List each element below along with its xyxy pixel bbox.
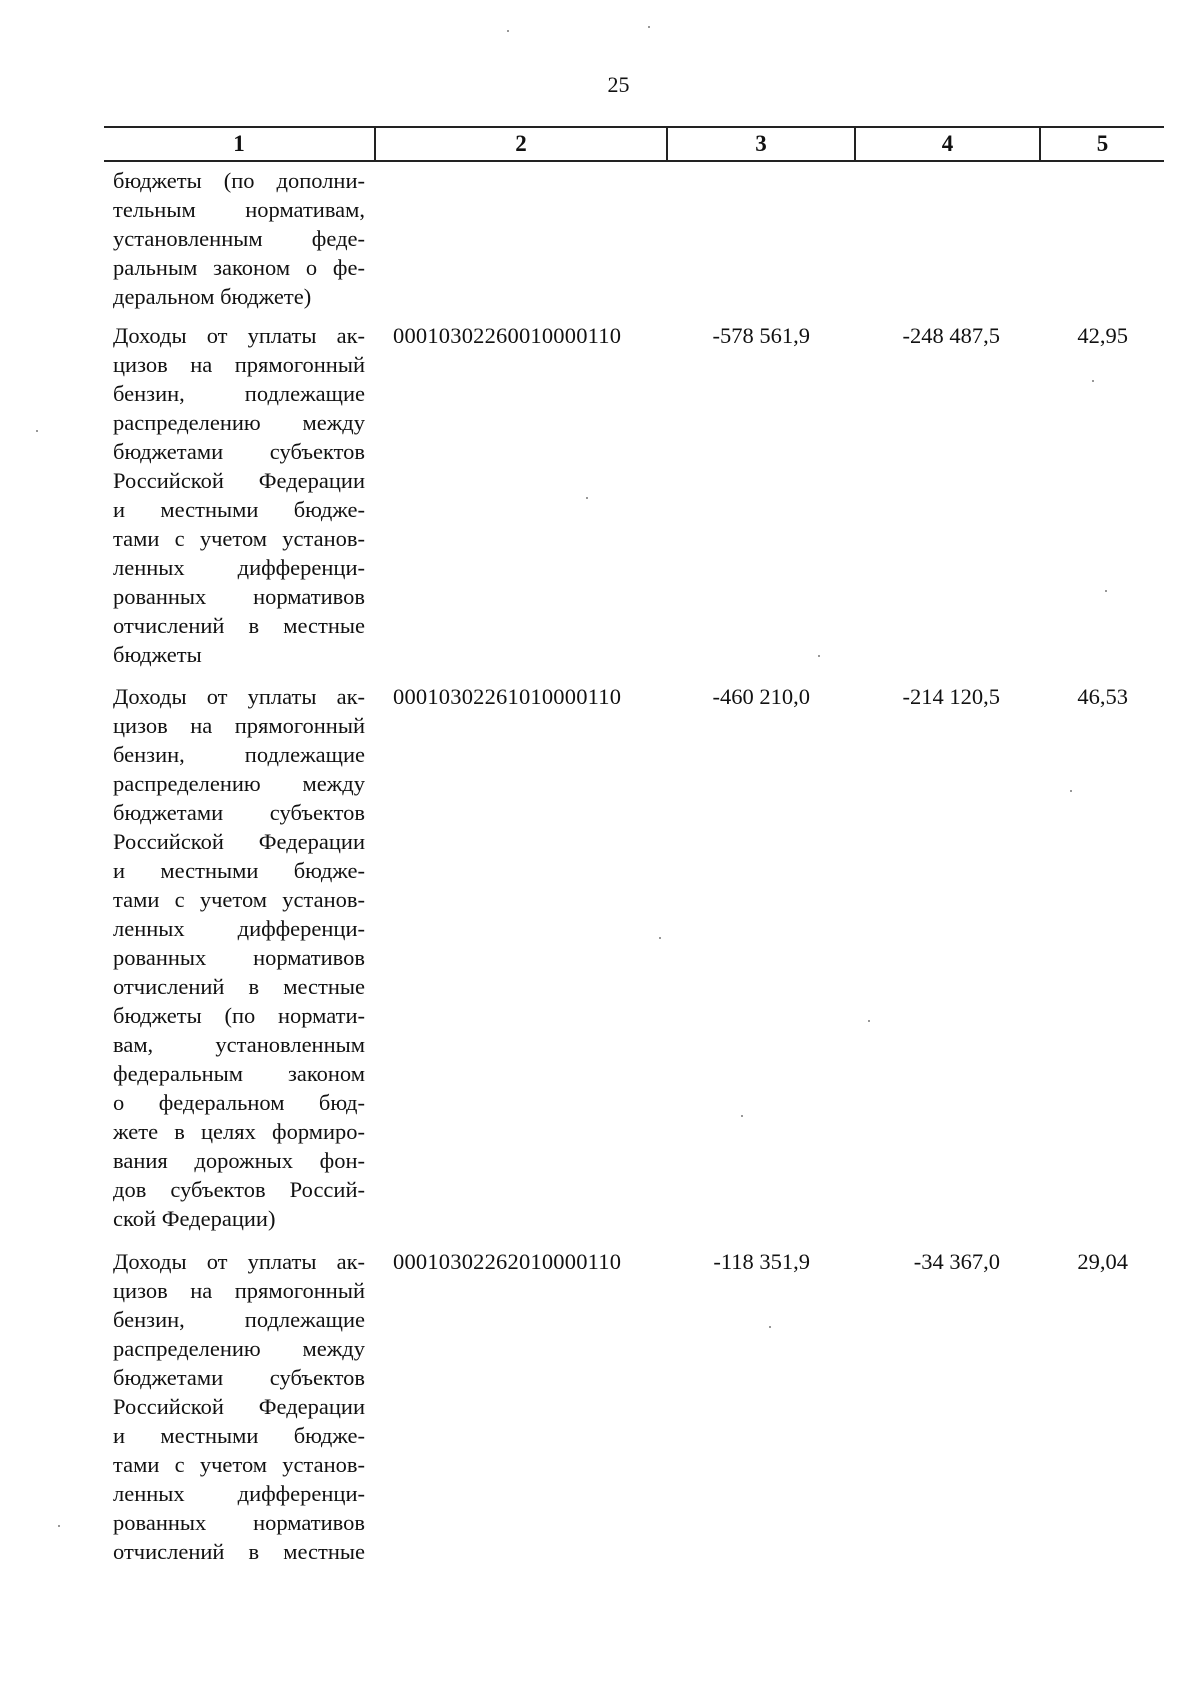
scan-speck — [1105, 590, 1107, 592]
description-line: вам, установленным — [113, 1032, 365, 1057]
description-line: распределению между — [113, 410, 365, 435]
description-line: рованных нормативов — [113, 584, 365, 609]
description-line: тами с учетом установ- — [113, 887, 365, 912]
description-line: и местными бюдже- — [113, 1423, 365, 1448]
description-line: жете в целях формиро- — [113, 1119, 365, 1144]
scan-speck — [659, 937, 661, 939]
description-line: рованных нормативов — [113, 1510, 365, 1535]
scan-speck — [818, 655, 820, 657]
description-line: Доходы от уплаты ак- — [113, 684, 365, 709]
table-row-1-col5: 42,95 — [1077, 323, 1128, 348]
description-line: цизов на прямогонный — [113, 713, 365, 738]
column-header-4: 4 — [854, 128, 1039, 160]
table-row-3-col3: -118 351,9 — [713, 1249, 810, 1274]
table-row-3-col4: -34 367,0 — [913, 1249, 1000, 1274]
description-line: цизов на прямогонный — [113, 352, 365, 377]
description-line: Российской Федерации — [113, 468, 365, 493]
table-row-3-col5: 29,04 — [1077, 1249, 1128, 1274]
description-line: тами с учетом установ- — [113, 526, 365, 551]
description-line: бензин, подлежащие — [113, 381, 365, 406]
description-line: тельным нормативам, — [113, 197, 365, 222]
page-number: 25 — [607, 72, 630, 97]
table-row-2-description — [113, 682, 365, 1233]
description-line: и местными бюдже- — [113, 497, 365, 522]
column-header-5: 5 — [1039, 128, 1164, 160]
table-row-1-description — [113, 321, 365, 669]
column-header-3: 3 — [666, 128, 854, 160]
description-line: отчислений в местные — [113, 1539, 365, 1564]
scan-speck — [1092, 380, 1094, 382]
scan-speck — [769, 1326, 771, 1328]
description-line: тами с учетом установ- — [113, 1452, 365, 1477]
scan-speck — [586, 497, 588, 499]
description-line: отчислений в местные — [113, 613, 365, 638]
table-row-1-col3: -578 561,9 — [712, 323, 810, 348]
description-line: Доходы от уплаты ак- — [113, 1249, 365, 1274]
description-line: ленных дифференци- — [113, 555, 365, 580]
scan-speck — [648, 26, 650, 28]
description-line: ленных дифференци- — [113, 1481, 365, 1506]
description-line: дов субъектов Россий- — [113, 1177, 365, 1202]
scan-speck — [36, 430, 38, 432]
description-line: бюджеты (по нормати- — [113, 1003, 365, 1028]
description-line: ленных дифференци- — [113, 916, 365, 941]
description-line: бюджетами субъектов — [113, 1365, 365, 1390]
table-row-2-col5: 46,53 — [1077, 684, 1128, 709]
scan-speck — [58, 1525, 60, 1527]
column-header-2: 2 — [374, 128, 666, 160]
description-line: отчислений в местные — [113, 974, 365, 999]
table-row-1-code: 00010302260010000110 — [393, 323, 622, 348]
description-line: рованных нормативов — [113, 945, 365, 970]
description-line: ральным законом о фе- — [113, 255, 365, 280]
description-line: распределению между — [113, 1336, 365, 1361]
description-line: вания дорожных фон- — [113, 1148, 365, 1173]
description-line: Российской Федерации — [113, 829, 365, 854]
description-line: установленным феде- — [113, 226, 365, 251]
description-line: бензин, подлежащие — [113, 742, 365, 767]
scan-speck — [741, 1115, 743, 1117]
description-line: бюджетами субъектов — [113, 439, 365, 464]
scan-speck — [507, 30, 509, 32]
description-line: цизов на прямогонный — [113, 1278, 365, 1303]
description-line: о федеральном бюд- — [113, 1090, 365, 1115]
table-row-3-description — [113, 1247, 365, 1566]
table-row-1-col4: -248 487,5 — [902, 323, 1000, 348]
description-line: Доходы от уплаты ак- — [113, 323, 365, 348]
table-row-2-col3: -460 210,0 — [712, 684, 810, 709]
description-line: Российской Федерации — [113, 1394, 365, 1419]
table-row-2-code: 00010302261010000110 — [393, 684, 622, 709]
description-line: бюджеты — [113, 642, 202, 667]
scan-speck — [1070, 790, 1072, 792]
table-header — [104, 126, 1164, 162]
description-line: федеральным законом — [113, 1061, 365, 1086]
table-row-2-col4: -214 120,5 — [902, 684, 1000, 709]
description-line: распределению между — [113, 771, 365, 796]
table-row-3-code: 00010302262010000110 — [393, 1249, 622, 1274]
table-row-0-description — [113, 166, 365, 311]
description-line: бюджетами субъектов — [113, 800, 365, 825]
description-line: ской Федерации) — [113, 1206, 276, 1231]
description-line: бензин, подлежащие — [113, 1307, 365, 1332]
scan-speck — [868, 1020, 870, 1022]
description-line: и местными бюдже- — [113, 858, 365, 883]
column-header-1: 1 — [233, 131, 245, 156]
description-line: бюджеты (по дополни- — [113, 168, 365, 193]
description-line: деральном бюджете) — [113, 284, 312, 309]
